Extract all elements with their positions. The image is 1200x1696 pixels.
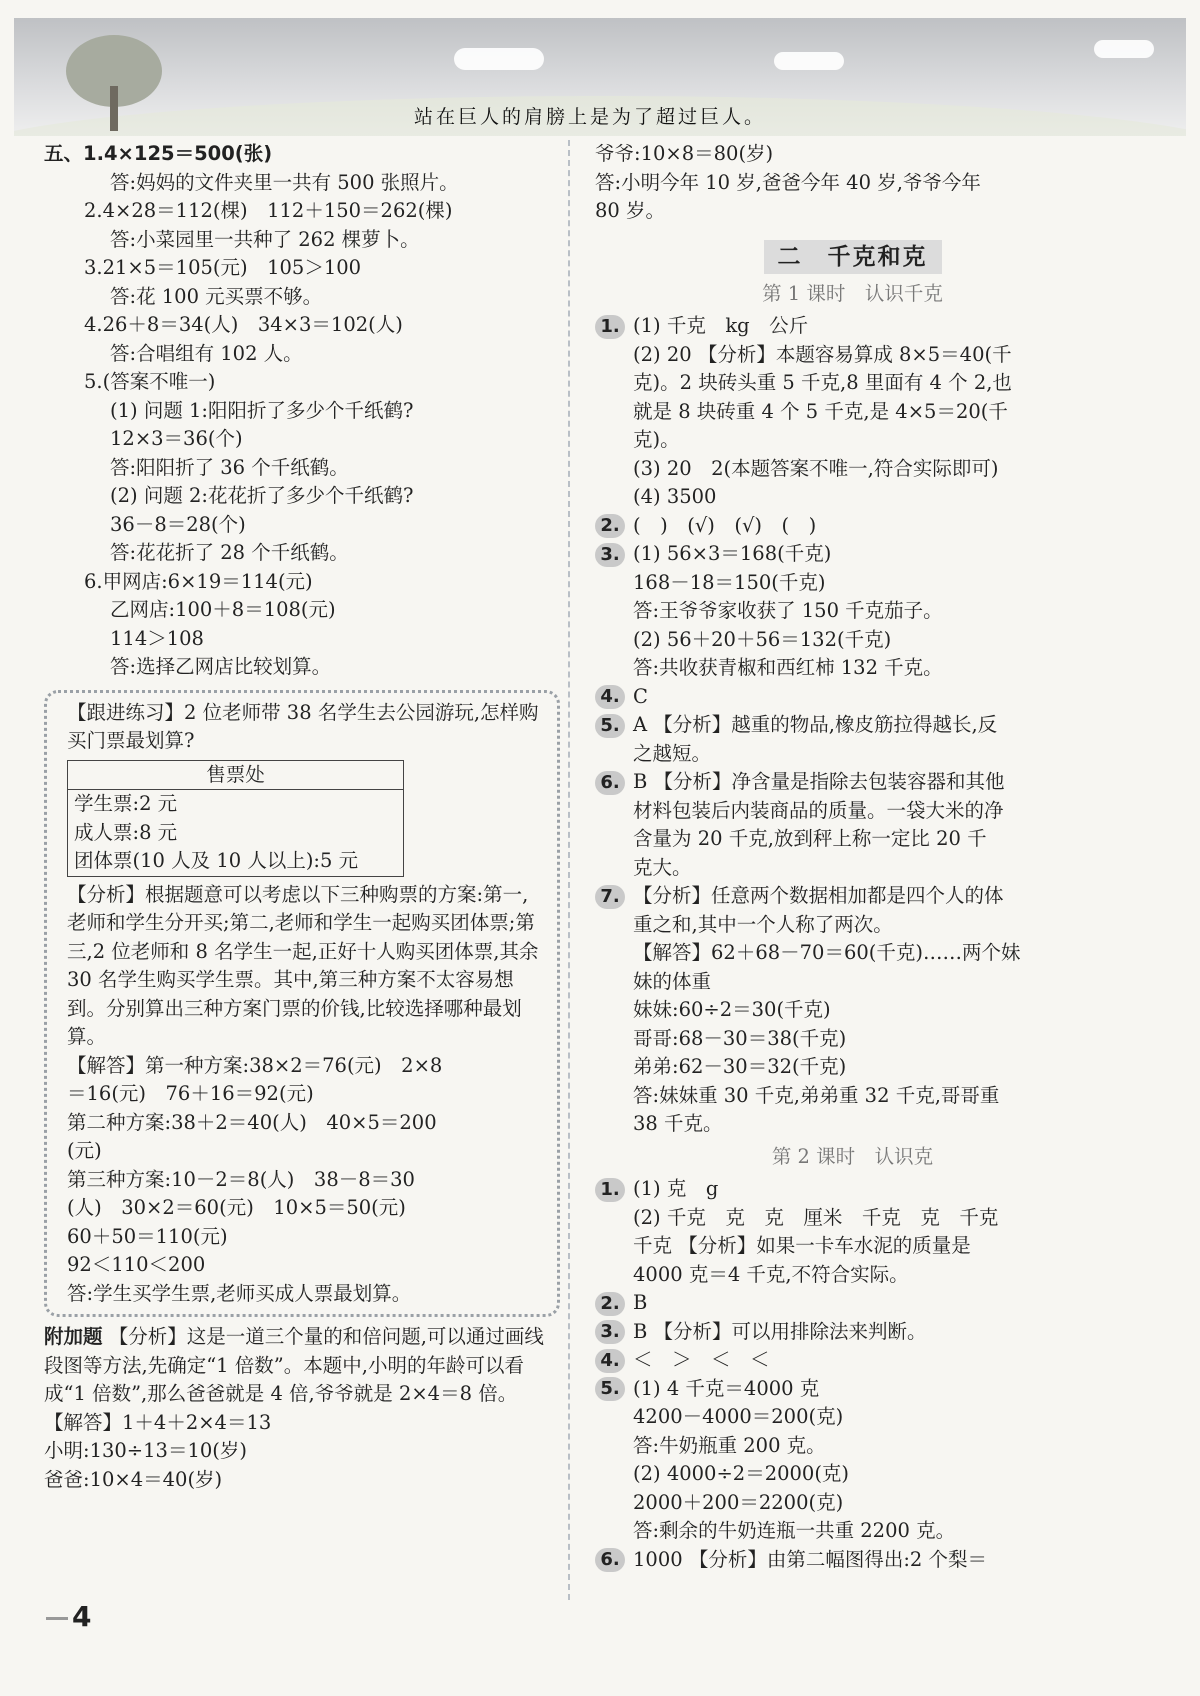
answer-text: 答:妹妹重 30 千克,弟弟重 32 千克,哥哥重 [633, 1083, 1000, 1107]
question-number-badge: 3. [595, 1320, 625, 1344]
answer-line [595, 1517, 1110, 1546]
answer-text: (4) 3500 [633, 485, 717, 508]
answer-line [595, 1025, 1110, 1054]
practice-line: 第三种方案:10－2＝8(人) 38－8＝30 [67, 1167, 415, 1191]
question-number-badge: 2. [595, 514, 625, 538]
answer-text: 妹妹:60÷2＝30(千克) [633, 998, 831, 1021]
ticket-row: 团体票(10 人及 10 人以上):5 元 [74, 849, 359, 872]
answer-text: 答:共收获青椒和西红柿 132 千克。 [633, 656, 943, 679]
answer-text: 1000 【分析】由第二幅图得出:2 个梨＝ [633, 1547, 987, 1571]
answer-line [595, 1403, 1110, 1432]
answer-text: 材料包装后内装商品的质量。一袋大米的净 [633, 798, 1004, 822]
answer-line: 6.甲网店:6×19＝114(元) [84, 569, 313, 593]
answer-text: 五、1.4×125＝500(张) [44, 142, 273, 165]
lesson2-answers [595, 1175, 1110, 1574]
answer-line [595, 312, 1110, 341]
question-number-badge: 5. [595, 714, 625, 738]
answer-line [595, 1175, 1110, 1204]
answer-text: (2) 20 【分析】本题容易算成 8×5＝40(千 [633, 342, 1012, 366]
answer-line [44, 140, 554, 169]
answer-text: 就是 8 块砖重 4 个 5 千克,是 4×5＝20(千 [633, 399, 1008, 423]
question-number-badge: 1. [595, 315, 625, 339]
practice-box [44, 690, 560, 1318]
ticket-table [67, 760, 404, 877]
question-number-badge: 2. [595, 1292, 625, 1316]
answer-line: 答:选择乙网店比较划算。 [110, 655, 332, 678]
answer-line: (1) 问题 1:阳阳折了多少个千纸鹤? [110, 398, 414, 422]
answer-line [595, 1546, 1110, 1575]
answer-line [595, 825, 1110, 854]
answer-text: C [633, 684, 648, 708]
answer-text: 4000 克＝4 千克,不符合实际。 [633, 1262, 909, 1286]
answer-text: B [633, 1291, 648, 1314]
answer-text: 2000＋200＝2200(克) [633, 1490, 844, 1514]
answer-text: 答:剩余的牛奶连瓶一共重 2200 克。 [633, 1519, 956, 1542]
answer-text: 克大。 [633, 855, 692, 879]
answer-text: 含量为 20 千克,放到秤上称一定比 20 千 [633, 827, 987, 850]
answer-text: 168－18＝150(千克) [633, 570, 826, 594]
cloud-decoration [454, 48, 544, 70]
header-banner [14, 18, 1186, 136]
question-number-badge: 5. [595, 1377, 625, 1401]
answer-text: 妹的体重 [633, 969, 712, 993]
tree-icon [54, 26, 184, 136]
extra-line: 小明:130÷13＝10(岁) [44, 1439, 247, 1462]
answer-line [595, 569, 1110, 598]
answer-line [595, 1110, 1110, 1139]
answer-line [595, 1460, 1110, 1489]
answer-text: A 【分析】越重的物品,橡皮筋拉得越长,反 [633, 713, 998, 736]
answer-text: 答:牛奶瓶重 200 克。 [633, 1433, 826, 1457]
answer-line: 36－8＝28(个) [110, 512, 246, 536]
answer-text: (1) 4 千克＝4000 克 [633, 1376, 820, 1400]
answer-line: (2) 问题 2:花花折了多少个千纸鹤? [110, 484, 414, 507]
answer-line: 答:小菜园里一共种了 262 棵萝卜。 [110, 227, 420, 251]
extra-question [44, 1323, 554, 1409]
page-number: 4 [46, 1600, 91, 1633]
practice-line: (人) 30×2＝60(元) 10×5＝50(元) [67, 1196, 406, 1219]
extra-label: 附加题 [44, 1325, 103, 1348]
answer-line: 2.4×28＝112(棵) 112＋150＝262(棵) [84, 199, 453, 222]
answer-text: 克)。2 块砖头重 5 千克,8 里面有 4 个 2,也 [633, 371, 1012, 394]
practice-intro: 【跟进练习】2 位老师带 38 名学生去公园游玩,怎样购买门票最划算? [67, 700, 539, 752]
chapter-title-text: 二 千克和克 [764, 240, 942, 274]
question-number-badge: 7. [595, 885, 625, 909]
question-number-badge: 3. [595, 543, 625, 567]
answer-line [595, 1204, 1110, 1233]
practice-line: 第二种方案:38＋2＝40(人) 40×5＝200 [67, 1110, 437, 1134]
cloud-decoration [1094, 40, 1154, 58]
extra-analysis: 【分析】这是一道三个量的和倍问题,可以通过画线段图等方法,先确定“1 倍数”。本题中,小明的年龄可以看成“1 倍数”,那么爸爸就是 4 倍,爷爷就是 2×4＝8 倍。 [44, 1325, 544, 1405]
answer-text: (1) 克 g [633, 1177, 719, 1200]
answer-line [595, 1261, 1110, 1290]
answer-line [595, 1053, 1110, 1082]
cloud-decoration [774, 52, 844, 70]
extra-line: 【解答】1＋4＋2×4＝13 [44, 1410, 272, 1434]
answer-text: B 【分析】净含量是指除去包装容器和其他 [633, 770, 1005, 793]
answer-line [595, 797, 1110, 826]
answer-line [595, 483, 1110, 512]
answer-line [595, 882, 1110, 911]
answer-line [595, 426, 1110, 455]
answer-text: (1) 56×3＝168(千克) [633, 542, 832, 565]
practice-analysis: 【分析】根据题意可以考虑以下三种购票的方案:第一,老师和学生分开买;第二,老师和学生一起购买团体票;第三,2 位老师和 8 名学生一起,正好十人购买团体票,其余 30 名学生购买学生票。其中,第三种方案不太容易想到。分别算出三种方案门票的价钱,比较选择哪种最划算。 [67, 882, 539, 1048]
answer-text: B 【分析】可以用排除法来判断。 [633, 1319, 927, 1343]
answer-line [595, 740, 1110, 769]
answer-line: 4.26＋8＝34(人) 34×3＝102(人) [84, 313, 403, 336]
answer-line: 答:合唱组有 102 人。 [110, 341, 303, 365]
answer-line [595, 968, 1110, 997]
ticket-row: 学生票:2 元 [74, 792, 178, 815]
chapter-title [595, 240, 1110, 274]
answer-line [595, 1082, 1110, 1111]
answer-line [595, 540, 1110, 569]
answer-text: 千克 【分析】如果一卡车水泥的质量是 [633, 1234, 971, 1257]
answer-line [595, 597, 1110, 626]
answer-line [595, 455, 1110, 484]
answer-text: 重之和,其中一个人称了两次。 [633, 912, 893, 936]
answer-text: 4200－4000＝200(克) [633, 1405, 844, 1428]
practice-line: (元) [67, 1139, 102, 1162]
answer-text: 答:王爷爷家收获了 150 千克茄子。 [633, 599, 943, 622]
answer-line: 114＞108 [110, 626, 204, 650]
answer-line: 答:阳阳折了 36 个千纸鹤。 [110, 455, 349, 479]
answer-line: 12×3＝36(个) [110, 427, 243, 450]
answer-line [595, 1232, 1110, 1261]
answer-text: (2) 千克 克 克 厘米 千克 克 千克 [633, 1205, 999, 1229]
answer-text: 弟弟:62－30＝32(千克) [633, 1055, 847, 1078]
answer-text: ＜ ＞ ＜ ＜ [633, 1348, 770, 1371]
question-number-badge: 6. [595, 771, 625, 795]
answer-line [595, 1346, 1110, 1375]
practice-line: 答:学生买学生票,老师买成人票最划算。 [67, 1281, 412, 1305]
left-column [44, 140, 554, 1494]
question-number-badge: 1. [595, 1178, 625, 1202]
answer-line [595, 1318, 1110, 1347]
answer-line [595, 683, 1110, 712]
practice-line: 60＋50＝110(元) [67, 1224, 228, 1248]
answer-line [595, 1432, 1110, 1461]
answer-line [595, 911, 1110, 940]
answer-line [595, 369, 1110, 398]
ticket-title: 售票处 [68, 761, 403, 791]
answer-line [595, 768, 1110, 797]
answer-line [595, 626, 1110, 655]
question-number-badge: 6. [595, 1548, 625, 1572]
answer-line: 爷爷:10×8＝80(岁) [595, 142, 774, 165]
answer-text: 【分析】任意两个数据相加都是四个人的体 [633, 884, 1004, 907]
right-column [595, 140, 1110, 1574]
practice-line: 92＜110＜200 [67, 1253, 206, 1276]
extra-line: 爸爸:10×4＝40(岁) [44, 1467, 223, 1491]
answer-line [595, 654, 1110, 683]
answer-line [595, 398, 1110, 427]
lesson-title: 第 1 课时 认识千克 [762, 281, 943, 305]
answer-text: ( ) (√) (√) ( ) [633, 513, 817, 537]
column-divider [568, 140, 570, 1600]
answer-line [595, 711, 1110, 740]
ticket-row: 成人票:8 元 [74, 820, 178, 844]
answer-line: 答:妈妈的文件夹里一共有 500 张照片。 [110, 170, 459, 194]
answer-line [595, 341, 1110, 370]
answer-line [595, 939, 1110, 968]
question-number-badge: 4. [595, 685, 625, 709]
answer-text: 之越短。 [633, 741, 712, 765]
answer-text: 克)。 [633, 428, 680, 451]
answer-text: (2) 4000÷2＝2000(克) [633, 1462, 850, 1485]
lesson1-answers [595, 312, 1110, 1139]
answer-line: 80 岁。 [595, 199, 666, 222]
practice-line: 【解答】第一种方案:38×2＝76(元) 2×8 [67, 1053, 443, 1077]
answer-line [595, 1375, 1110, 1404]
answer-line: 乙网店:100＋8＝108(元) [110, 598, 336, 621]
question-number-badge: 4. [595, 1349, 625, 1373]
answer-line [595, 512, 1110, 541]
answer-line [595, 1289, 1110, 1318]
answer-line [595, 854, 1110, 883]
answer-line [595, 1489, 1110, 1518]
answer-text: (3) 20 2(本题答案不唯一,符合实际即可) [633, 456, 999, 480]
answer-text: 【解答】62＋68－70＝60(千克)……两个妹 [633, 941, 1021, 964]
practice-line: ＝16(元) 76＋16＝92(元) [67, 1082, 314, 1105]
lesson-title: 第 2 课时 认识克 [771, 1144, 934, 1168]
answer-line: 答:花 100 元买票不够。 [110, 284, 323, 308]
answer-text: (1) 千克 kg 公斤 [633, 314, 809, 337]
answer-line: 答:花花折了 28 个千纸鹤。 [110, 541, 349, 564]
answer-text: (2) 56＋20＋56＝132(千克) [633, 627, 892, 651]
answer-line: 3.21×5＝105(元) 105＞100 [84, 256, 362, 279]
answer-line: 5.(答案不唯一) [84, 370, 216, 393]
answer-line: 答:小明今年 10 岁,爸爸今年 40 岁,爷爷今年 [595, 170, 981, 194]
header-motto: 站在巨人的肩膀上是为了超过巨人。 [414, 106, 767, 128]
answer-text: 38 千克。 [633, 1112, 723, 1135]
answer-line [595, 996, 1110, 1025]
answer-text: 哥哥:68－30＝38(千克) [633, 1026, 847, 1050]
